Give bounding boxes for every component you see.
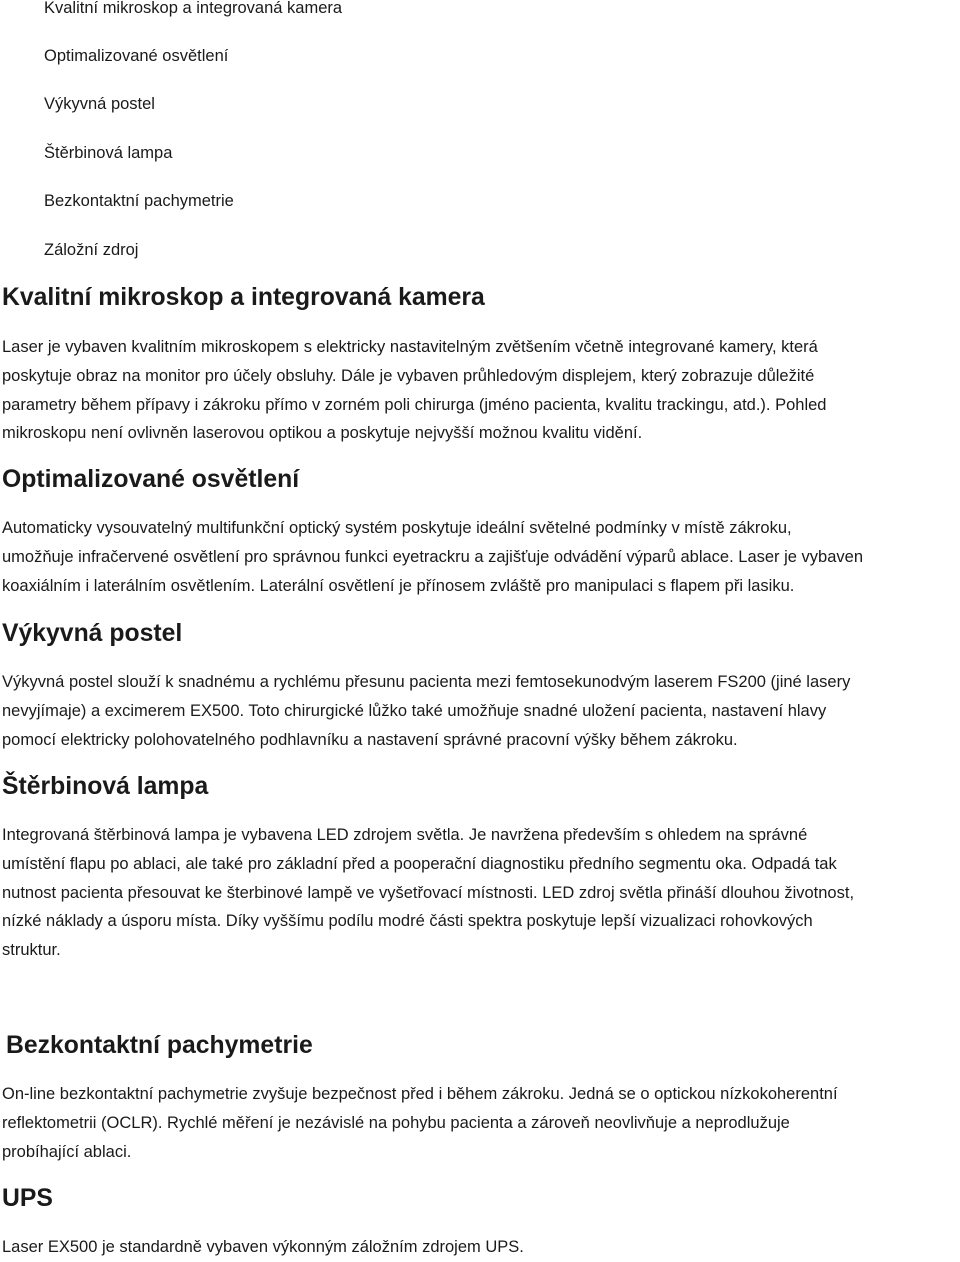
toc-item-lighting: Optimalizované osvětlení [44,47,229,65]
section-paragraph-pachymetry [2,1080,958,1166]
paragraph-line: reflektometrii (OCLR). Rychlé měření je nezávislé na pohybu pacienta a zároveň neovlivňuje a neprodlužuje [2,1113,790,1132]
section-paragraph-lighting [2,514,958,600]
section-heading-microscope: Kvalitní mikroskop a integrovaná kamera [2,284,485,311]
paragraph-line: probíhající ablaci. [2,1142,132,1161]
section-heading-ups: UPS [2,1185,53,1212]
paragraph-line: On-line bezkontaktní pachymetrie zvyšuje bezpečnost před i během zákroku. Jedná se o optickou nízkokoherentní [2,1085,838,1103]
paragraph-line: Automaticky vysouvatelný multifunkční optický systém poskytuje ideální světelné podmínky v místě zákroku, [2,519,792,537]
toc-item-bed: Výkyvná postel [44,95,155,113]
paragraph-line: pomocí elektricky polohovatelného podhlavníku a nastavení správné pracovní výšky během zákroku. [2,730,738,749]
paragraph-line: koaxiálním i laterálním osvětlením. Laterální osvětlení je přínosem zvláště pro manipulaci s flapem při lasiku. [2,576,795,595]
paragraph-line: umístění flapu po ablaci, ale také pro základní před a pooperační diagnostiku předního segmentu oka. Odpadá tak [2,854,837,873]
paragraph-line: poskytuje obraz na monitor pro účely obsluhy. Dále je vybaven průhledovým displejem, který zobrazuje důležité [2,366,815,385]
section-heading-lighting: Optimalizované osvětlení [2,466,300,493]
paragraph-line: struktur. [2,941,61,960]
paragraph-line: nízké náklady a úsporu místa. Díky vyššímu podílu modré části spektra poskytuje lepší vizualizaci rohovkových [2,912,813,931]
section-paragraph-ups [2,1233,958,1262]
section-heading-slit-lamp: Štěrbinová lampa [2,773,209,800]
paragraph-line: mikroskopu není ovlivněn laserovou optikou a poskytuje nejvyšší možnou kvalitu vidění. [2,424,643,443]
paragraph-line: nevyjímaje) a excimerem EX500. Toto chirurgické lůžko také umožňuje snadné uložení pacienta, nastavení hlavy [2,701,827,720]
toc-item-slit-lamp: Štěrbinová lampa [44,144,173,162]
paragraph-line: parametry během přípavy i zákroku přímo v zorném poli chirurga (jméno pacienta, kvalitu trackingu, atd.). Pohled [2,395,827,414]
section-paragraph-slit-lamp [2,821,958,965]
paragraph-line: Integrovaná štěrbinová lampa je vybavena LED zdrojem světla. Je navržena především s ohledem na správné [2,826,808,844]
section-heading-pachymetry: Bezkontaktní pachymetrie [6,1032,313,1059]
section-paragraph-bed [2,668,958,754]
toc-item-pachymetry: Bezkontaktní pachymetrie [44,192,234,210]
section-heading-bed: Výkyvná postel [2,620,183,647]
toc-item-microscope: Kvalitní mikroskop a integrovaná kamera [44,0,343,17]
paragraph-line: Laser je vybaven kvalitním mikroskopem s elektricky nastavitelným zvětšením včetně integrované kamery, která [2,338,818,356]
paragraph-line: Výkyvná postel slouží k snadnému a rychlému přesunu pacienta mezi femtosekunodvým laserem FS200 (jiné lasery [2,673,851,691]
paragraph-line: Laser EX500 je standardně vybaven výkonným záložním zdrojem UPS. [2,1238,524,1256]
paragraph-line: umožňuje infračervené osvětlení pro správnou funkci eyetrackru a zajišťuje odvádění výparů ablace. Laser je vybaven [2,547,864,566]
paragraph-line: nutnost pacienta přesouvat ke šterbinové lampě ve vyšetřovací místnosti. LED zdroj světla přináší dlouhou životnost, [2,883,855,902]
toc-item-backup-power: Záložní zdroj [44,241,139,259]
section-paragraph-microscope [2,333,958,448]
